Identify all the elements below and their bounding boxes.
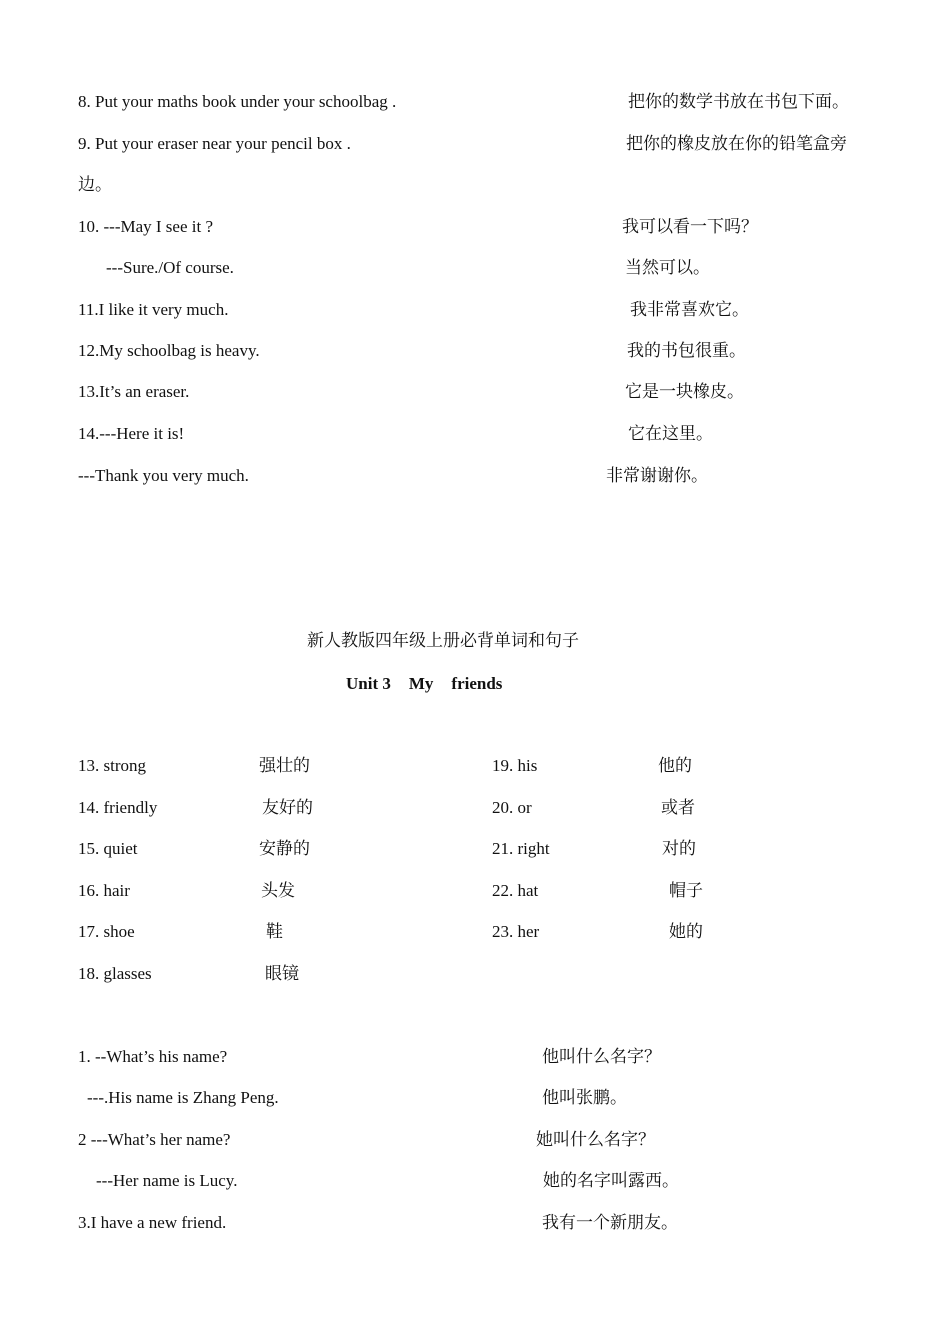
sentence-en: 3.I have a new friend.	[78, 1213, 227, 1232]
vocab-en: 16. hair	[78, 881, 130, 900]
sentence-9-zh-continued: 边。	[78, 175, 112, 194]
sentence-zh: 她叫什么名字？	[536, 1130, 655, 1149]
vocab-zh: 鞋	[266, 922, 283, 941]
sentence-10-zh: 我可以看一下吗？	[622, 217, 758, 236]
vocab-zh: 眼镜	[265, 964, 299, 983]
sentence-12-en: 12.My schoolbag is heavy.	[78, 341, 260, 360]
vocab-en: 17. shoe	[78, 922, 135, 941]
unit-label: Unit 3	[346, 674, 391, 693]
sentence-11-en: 11.I like it very much.	[78, 300, 229, 319]
vocab-zh: 她的	[669, 922, 703, 941]
sentence-13-zh: 它是一块橡皮。	[625, 382, 744, 401]
sentence-en: ---.His name is Zhang Peng.	[87, 1088, 279, 1107]
vocab-zh: 对的	[662, 839, 696, 858]
unit-word-2: friends	[451, 674, 503, 693]
sentence-zh: 我有一个新朋友。	[542, 1213, 678, 1232]
vocab-zh: 友好的	[262, 798, 313, 817]
sentence-9-en: 9. Put your eraser near your pencil box .	[78, 134, 351, 153]
sentence-13-en: 13.It’s an eraser.	[78, 382, 190, 401]
sentence-14-en: 14.---Here it is!	[78, 424, 185, 443]
unit-word-1: My	[408, 674, 434, 693]
sentence-10b-en: ---Sure./Of course.	[106, 258, 234, 277]
vocab-en: 20. or	[492, 798, 532, 817]
vocab-en: 18. glasses	[78, 964, 152, 983]
vocab-en: 14. friendly	[78, 798, 158, 817]
sentence-en: 2 ---What’s her name?	[78, 1130, 231, 1149]
sentence-14-zh: 它在这里。	[628, 424, 713, 443]
sentence-11-zh: 我非常喜欢它。	[630, 300, 749, 319]
sentence-en: 1. --What’s his name?	[78, 1047, 228, 1066]
page-title: 新人教版四年级上册必背单词和句子	[307, 631, 579, 650]
sentence-14b-zh: 非常谢谢你。	[606, 466, 708, 485]
vocab-en: 13. strong	[78, 756, 146, 775]
vocab-zh: 或者	[661, 798, 695, 817]
vocab-zh: 安静的	[259, 839, 310, 858]
vocab-zh: 头发	[261, 881, 295, 900]
vocab-en: 21. right	[492, 839, 550, 858]
vocab-en: 22. hat	[492, 881, 539, 900]
sentence-9-zh: 把你的橡皮放在你的铅笔盒旁	[626, 134, 847, 153]
sentence-en: ---Her name is Lucy.	[96, 1171, 238, 1190]
vocab-en: 15. quiet	[78, 839, 138, 858]
vocab-en: 19. his	[492, 756, 538, 775]
sentence-10b-zh: 当然可以。	[625, 258, 710, 277]
vocab-zh: 帽子	[669, 881, 703, 900]
sentence-12-zh: 我的书包很重。	[627, 341, 746, 360]
vocab-zh: 他的	[658, 756, 692, 775]
sentence-10-en: 10. ---May I see it ?	[78, 217, 214, 236]
vocab-en: 23. her	[492, 922, 540, 941]
sentence-8-zh: 把你的数学书放在书包下面。	[628, 92, 849, 111]
sentence-8-en: 8. Put your maths book under your schoolbag .	[78, 92, 397, 111]
sentence-zh: 她的名字叫露西。	[543, 1171, 679, 1190]
unit-heading	[346, 674, 502, 694]
sentence-zh: 他叫张鹏。	[542, 1088, 627, 1107]
sentence-zh: 他叫什么名字？	[542, 1047, 661, 1066]
vocab-zh: 强壮的	[259, 756, 310, 775]
sentence-14b-en: ---Thank you very much.	[78, 466, 249, 485]
